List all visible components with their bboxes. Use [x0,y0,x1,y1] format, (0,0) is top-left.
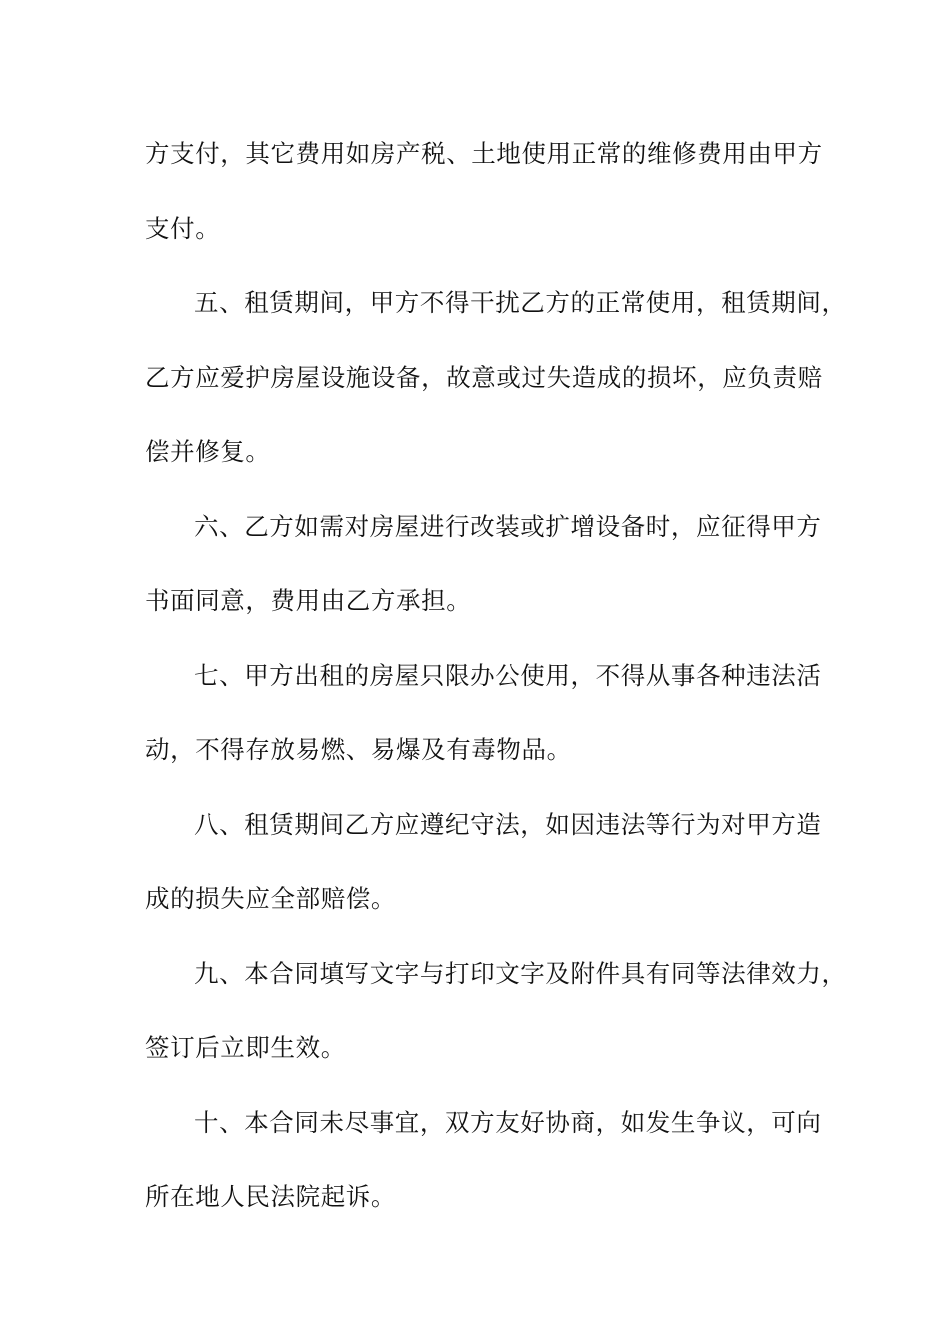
text-line: 动，不得存放易燃、易爆及有毒物品。 [145,735,572,764]
text-line: 支付。 [145,213,221,243]
document-body [145,134,847,1252]
clause-ten-line: 十、本合同未尽事宜，双方友好协商，如发生争议，可向 [194,1107,822,1137]
text-line: 所在地人民法院起诉。 [145,1182,396,1211]
text-line: 方支付，其它费用如房产税、土地使用正常的维修费用由甲方 [145,139,823,168]
text-line: 乙方应爱护房屋设施设备，故意或过失造成的损坏，应负责赔 [145,362,823,392]
text-line: 书面同意，费用由乙方承担。 [145,586,472,615]
clause-eight-line: 八、租赁期间乙方应遵纪守法，如因违法等行为对甲方造 [194,809,822,839]
clause-five-line: 五、租赁期间，甲方不得干扰乙方的正常使用，租赁期间， [194,288,847,317]
text-line: 成的损失应全部赔偿。 [145,884,396,913]
clause-nine-line: 九、本合同填写文字与打印文字及附件具有同等法律效力， [194,958,847,988]
text-line: 偿并修复。 [145,437,271,466]
clause-seven-line: 七、甲方出租的房屋只限办公使用，不得从事各种违法活 [194,660,822,690]
text-line: 签订后立即生效。 [145,1033,346,1062]
clause-six-line: 六、乙方如需对房屋进行改装或扩增设备时，应征得甲方 [194,511,822,541]
